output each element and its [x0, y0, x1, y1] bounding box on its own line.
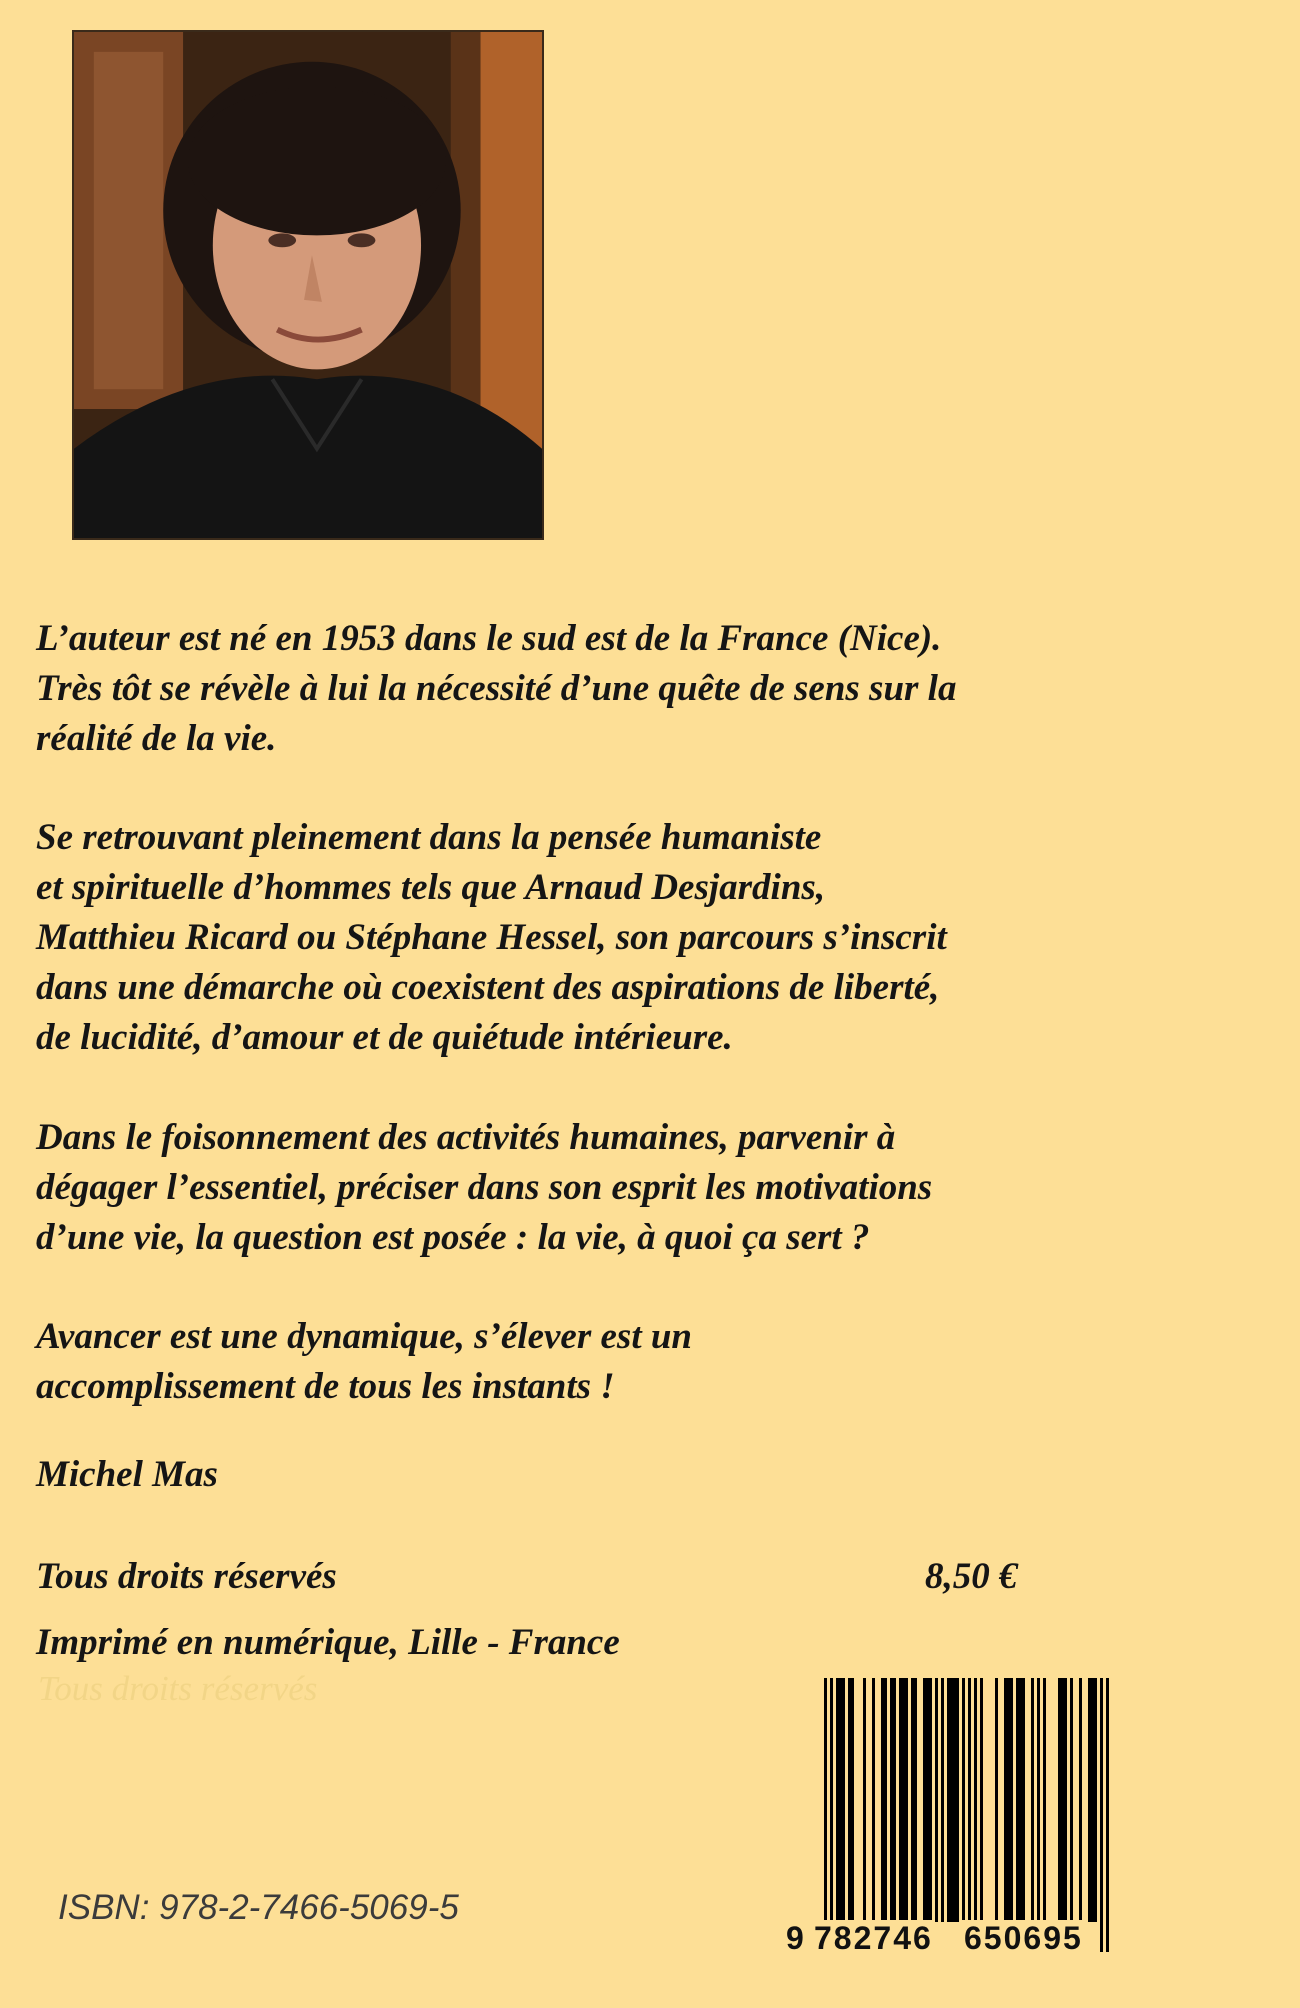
- barcode-bar: [995, 1678, 998, 1922]
- bio-line: dans une démarche où coexistent des aspirations de liberté,: [36, 967, 940, 1008]
- author-portrait-icon: [74, 32, 542, 538]
- barcode-bar: [911, 1678, 914, 1922]
- barcode-bar: [851, 1678, 854, 1922]
- barcode-bar: [950, 1678, 953, 1922]
- barcode-bar: [1106, 1678, 1109, 1952]
- bio-line: Se retrouvant pleinement dans la pensée humaniste: [36, 817, 822, 858]
- barcode-bar: [947, 1678, 950, 1922]
- bio-paragraph-1: [36, 614, 1136, 764]
- barcode-bar: [935, 1678, 938, 1922]
- bio-line: réalité de la vie.: [36, 718, 277, 759]
- barcode-bar: [893, 1678, 896, 1922]
- barcode-bar: [1091, 1678, 1094, 1922]
- isbn-label: ISBN: 978-2-7466-5069-5: [58, 1888, 459, 1927]
- barcode-bar: [968, 1678, 971, 1952]
- barcode-bar: [899, 1678, 902, 1922]
- barcode-bar: [1043, 1678, 1046, 1922]
- barcode-first-digit: 9: [786, 1920, 804, 1956]
- bio-line: Matthieu Ricard ou Stéphane Hessel, son parcours s’inscrit: [36, 917, 947, 958]
- barcode-bar: [923, 1678, 926, 1922]
- barcode-bar: [974, 1678, 977, 1922]
- bio-paragraph-3: [36, 1113, 1136, 1263]
- barcode-bar: [926, 1678, 929, 1922]
- barcode-bar: [902, 1678, 905, 1922]
- barcode-bar: [872, 1678, 875, 1922]
- barcode-bar: [1004, 1678, 1007, 1922]
- bio-line: d’une vie, la question est posée : la vie, à quoi ça sert ?: [36, 1217, 870, 1258]
- barcode-icon: [784, 1678, 1114, 1956]
- barcode-bar: [1022, 1678, 1025, 1922]
- barcode-bar: [1094, 1678, 1097, 1922]
- bio-line: accomplissement de tous les instants !: [36, 1366, 615, 1407]
- barcode-bar: [1058, 1678, 1061, 1922]
- barcode-digits: [784, 1920, 1114, 1956]
- barcode-bar: [1010, 1678, 1013, 1922]
- barcode-bar: [956, 1678, 959, 1922]
- barcode-bar: [1037, 1678, 1040, 1922]
- barcode-bar: [830, 1678, 833, 1952]
- bio-line: Avancer est une dynamique, s’élever est un: [36, 1316, 693, 1357]
- printed-notice: Imprimé en numérique, Lille - France: [36, 1622, 620, 1663]
- barcode-bar: [842, 1678, 845, 1922]
- barcode: [784, 1678, 1114, 1956]
- barcode-bar: [881, 1678, 884, 1922]
- bio-paragraph-2: [36, 813, 1136, 1063]
- barcode-bar: [848, 1678, 851, 1922]
- barcode-bar: [962, 1678, 965, 1952]
- barcode-bar: [953, 1678, 956, 1922]
- price-label: 8,50 €: [925, 1556, 1018, 1597]
- barcode-bar: [980, 1678, 983, 1922]
- barcode-bar: [1064, 1678, 1067, 1922]
- bio-line: dégager l’essentiel, préciser dans son esprit les motivations: [36, 1167, 933, 1208]
- barcode-left-group: 782746: [814, 1920, 933, 1956]
- bio-line: Dans le foisonnement des activités humaines, parvenir à: [36, 1117, 896, 1158]
- barcode-bar: [839, 1678, 842, 1922]
- bio-line: Très tôt se révèle à lui la nécessité d’une quête de sens sur la: [36, 668, 957, 709]
- barcode-bar: [1079, 1678, 1082, 1922]
- barcode-bar: [890, 1678, 893, 1922]
- barcode-bar: [1016, 1678, 1019, 1922]
- barcode-bar: [929, 1678, 932, 1922]
- barcode-bar: [1088, 1678, 1091, 1922]
- barcode-bar: [884, 1678, 887, 1922]
- barcode-bar: [863, 1678, 866, 1922]
- barcode-bar: [1070, 1678, 1073, 1922]
- barcode-right-group: 650695: [964, 1920, 1083, 1956]
- barcode-bar: [905, 1678, 908, 1922]
- bio-line: L’auteur est né en 1953 dans le sud est de la France (Nice).: [36, 618, 942, 659]
- barcode-bar: [1031, 1678, 1034, 1922]
- barcode-bar: [1061, 1678, 1064, 1922]
- barcode-bar: [836, 1678, 839, 1922]
- barcode-bar: [1019, 1678, 1022, 1922]
- barcode-bar: [914, 1678, 917, 1922]
- author-photo: [72, 30, 544, 540]
- bio-line: et spirituelle d’hommes tels que Arnaud Desjardins,: [36, 867, 826, 908]
- barcode-bar: [941, 1678, 944, 1922]
- bio-paragraph-4: [36, 1312, 1136, 1412]
- author-signature: Michel Mas: [36, 1454, 218, 1495]
- barcode-bar: [1007, 1678, 1010, 1922]
- ghost-rights-text: Tous droits réservés: [38, 1669, 318, 1708]
- barcode-bar: [824, 1678, 827, 1952]
- barcode-bar: [1100, 1678, 1103, 1952]
- bio-line: de lucidité, d’amour et de quiétude intérieure.: [36, 1017, 733, 1058]
- rights-notice: Tous droits réservés: [36, 1556, 337, 1597]
